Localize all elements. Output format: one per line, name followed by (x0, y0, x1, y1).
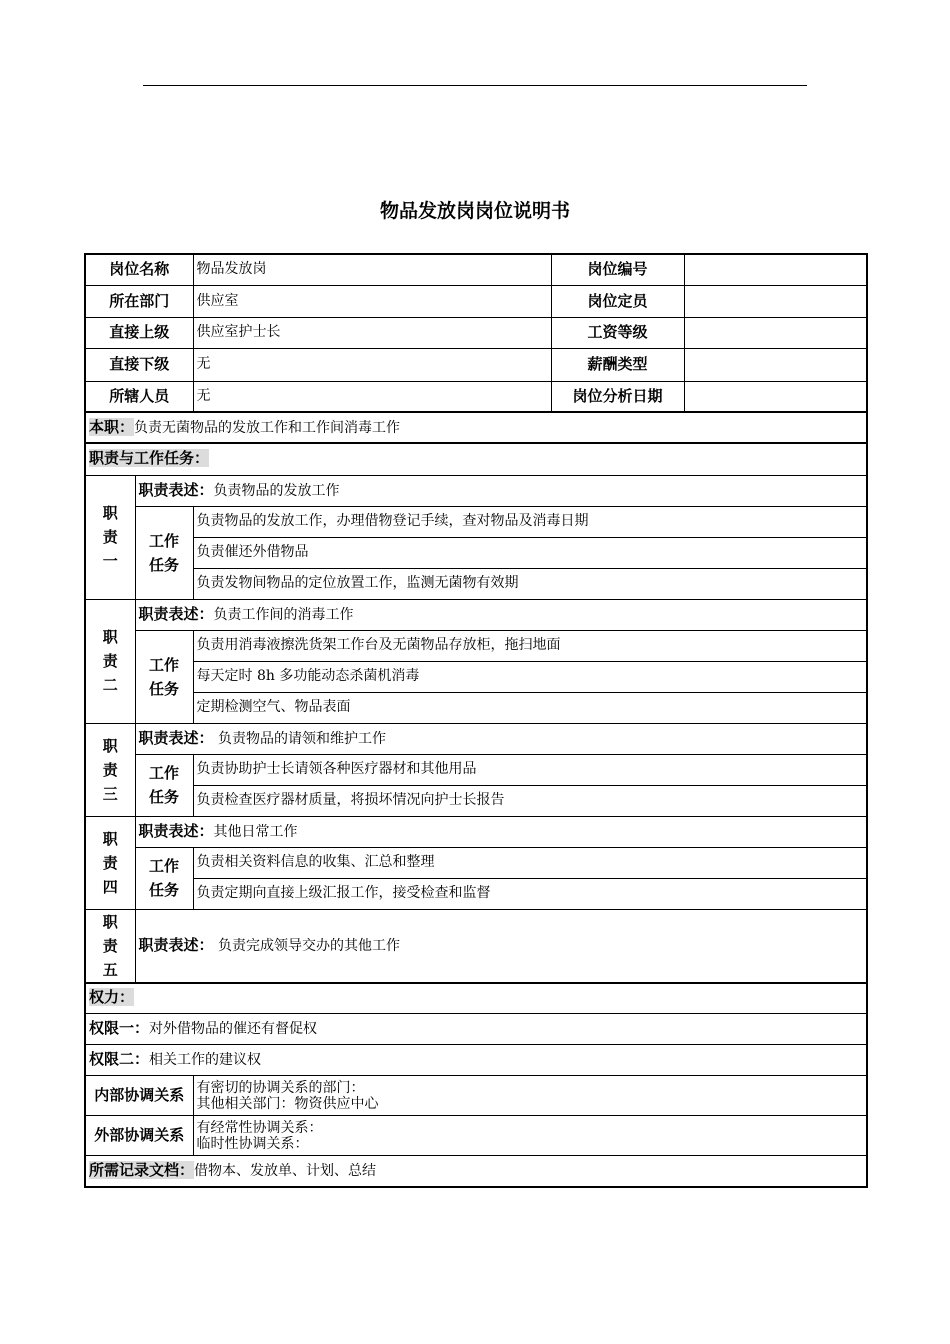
work-task-label (135, 847, 193, 909)
duty-name (85, 475, 135, 599)
power-row (85, 1014, 867, 1045)
duty-description-label: 职责表述： (138, 604, 214, 623)
external-coordination-line: 有经常性协调关系： (196, 1119, 323, 1136)
duty-description-label: 职责表述： (138, 821, 214, 840)
work-task-item: 负责定期向直接上级汇报工作，接受检查和监督 (193, 878, 867, 909)
work-task-label-text: 工作 任务 (149, 655, 180, 698)
info-value: 无 (193, 348, 551, 381)
duty-name-text: 职 责 四 (102, 829, 118, 896)
power-header (85, 983, 867, 1014)
duty-description (135, 816, 867, 847)
duty-description-text: 其他日常工作 (213, 823, 298, 840)
duty-description-label: 职责表述： (138, 480, 214, 499)
info-label: 岗位编号 (551, 254, 684, 285)
duties-header (85, 443, 867, 475)
info-label: 所在部门 (85, 285, 193, 317)
work-task-item: 负责物品的发放工作，办理借物登记手续，查对物品及消毒日期 (193, 506, 867, 537)
info-label: 工资等级 (551, 317, 684, 348)
work-task-label-text: 工作 任务 (149, 764, 180, 806)
page-title: 物品发放岗岗位说明书 (379, 200, 570, 222)
work-task-label-text: 工作 任务 (149, 857, 180, 899)
duty-description (135, 723, 867, 754)
header-rule (143, 85, 807, 86)
info-value: 供应室护士长 (193, 317, 551, 348)
power-header-label: 权力： (89, 988, 135, 1007)
work-task-label (135, 630, 193, 723)
duties-header-label: 职责与工作任务： (89, 449, 210, 468)
records-label: 所需记录文档： (89, 1160, 195, 1179)
info-value: 无 (193, 381, 551, 412)
work-task-label (135, 506, 193, 599)
internal-coordination-line: 有密切的协调关系的部门： (196, 1079, 365, 1096)
info-label: 直接上级 (85, 317, 193, 348)
info-label: 所辖人员 (85, 381, 193, 412)
info-label: 岗位分析日期 (551, 381, 684, 412)
internal-coordination-label: 内部协调关系 (85, 1076, 193, 1116)
work-task-label-text: 工作 任务 (149, 531, 180, 574)
info-value (684, 317, 867, 348)
duty-name-text: 职 责 二 (102, 628, 118, 694)
work-task-item: 负责催还外借物品 (193, 537, 867, 568)
main-duty-text: 负责无菌物品的发放工作和工作间消毒工作 (134, 419, 401, 436)
main-duty-row (85, 412, 867, 443)
internal-coordination-detail (193, 1076, 867, 1116)
duty-name (85, 909, 135, 983)
work-task-item: 负责相关资料信息的收集、汇总和整理 (193, 847, 867, 878)
duty-description-label: 职责表述： (138, 728, 214, 747)
power-label: 权限一： (89, 1019, 150, 1037)
external-coordination-detail (193, 1116, 867, 1156)
power-text: 对外借物品的催还有督促权 (149, 1021, 318, 1037)
job-description-table (84, 253, 866, 1188)
duty-description-text: 负责完成领导交办的其他工作 (213, 937, 400, 954)
work-task-label (135, 754, 193, 816)
duty-name (85, 816, 135, 909)
power-row (85, 1045, 867, 1076)
info-label: 直接下级 (85, 348, 193, 381)
info-value (684, 348, 867, 381)
work-task-item: 负责发物间物品的定位放置工作，监测无菌物有效期 (193, 568, 867, 599)
duty-name (85, 599, 135, 723)
work-task-item: 每天定时 8h 多功能动态杀菌机消毒 (193, 661, 867, 692)
info-label: 岗位名称 (85, 254, 193, 285)
info-value (684, 254, 867, 285)
records-text: 借物本、发放单、计划、总结 (194, 1162, 377, 1179)
work-task-item: 负责协助护士长请领各种医疗器材和其他用品 (193, 754, 867, 785)
info-value: 物品发放岗 (193, 254, 551, 285)
power-label: 权限二： (89, 1050, 150, 1068)
duty-description-label: 职责表述： (138, 935, 214, 954)
duty-name-text: 职 责 一 (102, 504, 118, 570)
duty-description-text: 负责物品的请领和维护工作 (213, 730, 386, 747)
info-value (684, 285, 867, 317)
external-coordination-line: 临时性协调关系： (196, 1135, 309, 1152)
internal-coordination-line: 其他相关部门：物资供应中心 (196, 1095, 379, 1112)
duty-description (135, 475, 867, 506)
duty-description (135, 909, 867, 983)
info-value (684, 381, 867, 412)
work-task-item: 定期检测空气、物品表面 (193, 692, 867, 723)
work-task-item: 负责用消毒液擦洗货架工作台及无菌物品存放柜，拖扫地面 (193, 630, 867, 661)
main-duty-label: 本职： (89, 417, 135, 436)
external-coordination-label: 外部协调关系 (85, 1116, 193, 1156)
power-text: 相关工作的建议权 (149, 1052, 262, 1068)
duty-description (135, 599, 867, 630)
duty-name-text: 职 责 三 (102, 736, 118, 803)
info-label: 岗位定员 (551, 285, 684, 317)
duty-name-text: 职 责 五 (102, 912, 118, 979)
duty-description-text: 负责物品的发放工作 (213, 482, 340, 499)
info-label: 薪酬类型 (551, 348, 684, 381)
duty-name (85, 723, 135, 816)
duty-description-text: 负责工作间的消毒工作 (213, 606, 354, 623)
info-value: 供应室 (193, 285, 551, 317)
records-row (85, 1156, 867, 1187)
work-task-item: 负责检查医疗器材质量，将损坏情况向护士长报告 (193, 785, 867, 816)
